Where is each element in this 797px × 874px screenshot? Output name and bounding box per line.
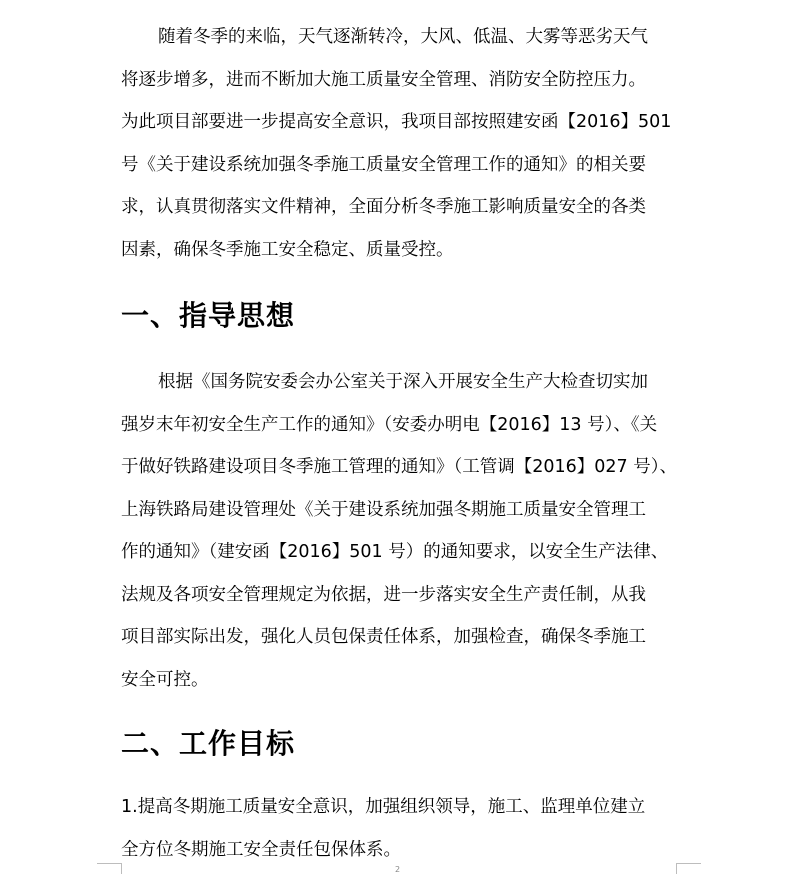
work-goals-paragraph [121, 786, 681, 871]
section-heading-work-goals: 二、工作目标 [121, 727, 296, 760]
paragraph-line: 作的通知》（建安函【2016】501 号）的通知要求，以安全生产法律、 [121, 542, 669, 562]
paragraph-line: 因素，确保冬季施工安全稳定、质量受控。 [121, 239, 454, 260]
paragraph-line: 1.提高冬期施工质量安全意识，加强组织领导，施工、监理单位建立 [121, 797, 646, 817]
guiding-ideology-paragraph [121, 361, 681, 701]
paragraph-line: 法规及各项安全管理规定为依据，进一步落实安全生产责任制，从我 [121, 584, 646, 605]
paragraph-line: 将逐步增多，进而不断加大施工质量安全管理、消防安全防控压力。 [121, 69, 646, 90]
intro-paragraph [121, 16, 681, 271]
paragraph-line: 强岁末年初安全生产工作的通知》（安委办明电【2016】13 号）、《关 [121, 414, 658, 435]
section-heading-guiding-ideology: 一、指导思想 [121, 299, 296, 332]
paragraph-line: 全方位冬期施工安全责任包保体系。 [121, 839, 401, 860]
paragraph-line: 求，认真贯彻落实文件精神，全面分析冬季施工影响质量安全的各类 [121, 197, 646, 217]
paragraph-line: 上海铁路局建设管理处《关于建设系统加强冬期施工质量安全管理工 [121, 499, 646, 520]
paragraph-line: 项目部实际出发，强化人员包保责任体系，加强检查，确保冬季施工 [121, 627, 646, 647]
page-corner-mark-left [97, 863, 122, 874]
page-corner-mark-right [676, 863, 701, 874]
paragraph-line: 于做好铁路建设项目冬季施工管理的通知》（工管调【2016】027 号）、 [121, 457, 677, 477]
paragraph-line: 随着冬季的来临，天气逐渐转冷，大风、低温、大雾等恶劣天气 [158, 27, 648, 47]
paragraph-line: 安全可控。 [121, 669, 209, 690]
paragraph-line: 号《关于建设系统加强冬季施工质量安全管理工作的通知》的相关要 [121, 154, 646, 175]
paragraph-line: 为此项目部要进一步提高安全意识，我项目部按照建安函【2016】501 [121, 112, 672, 132]
paragraph-line: 根据《国务院安委会办公室关于深入开展安全生产大检查切实加 [158, 372, 648, 392]
page-number: 2 [395, 865, 401, 874]
